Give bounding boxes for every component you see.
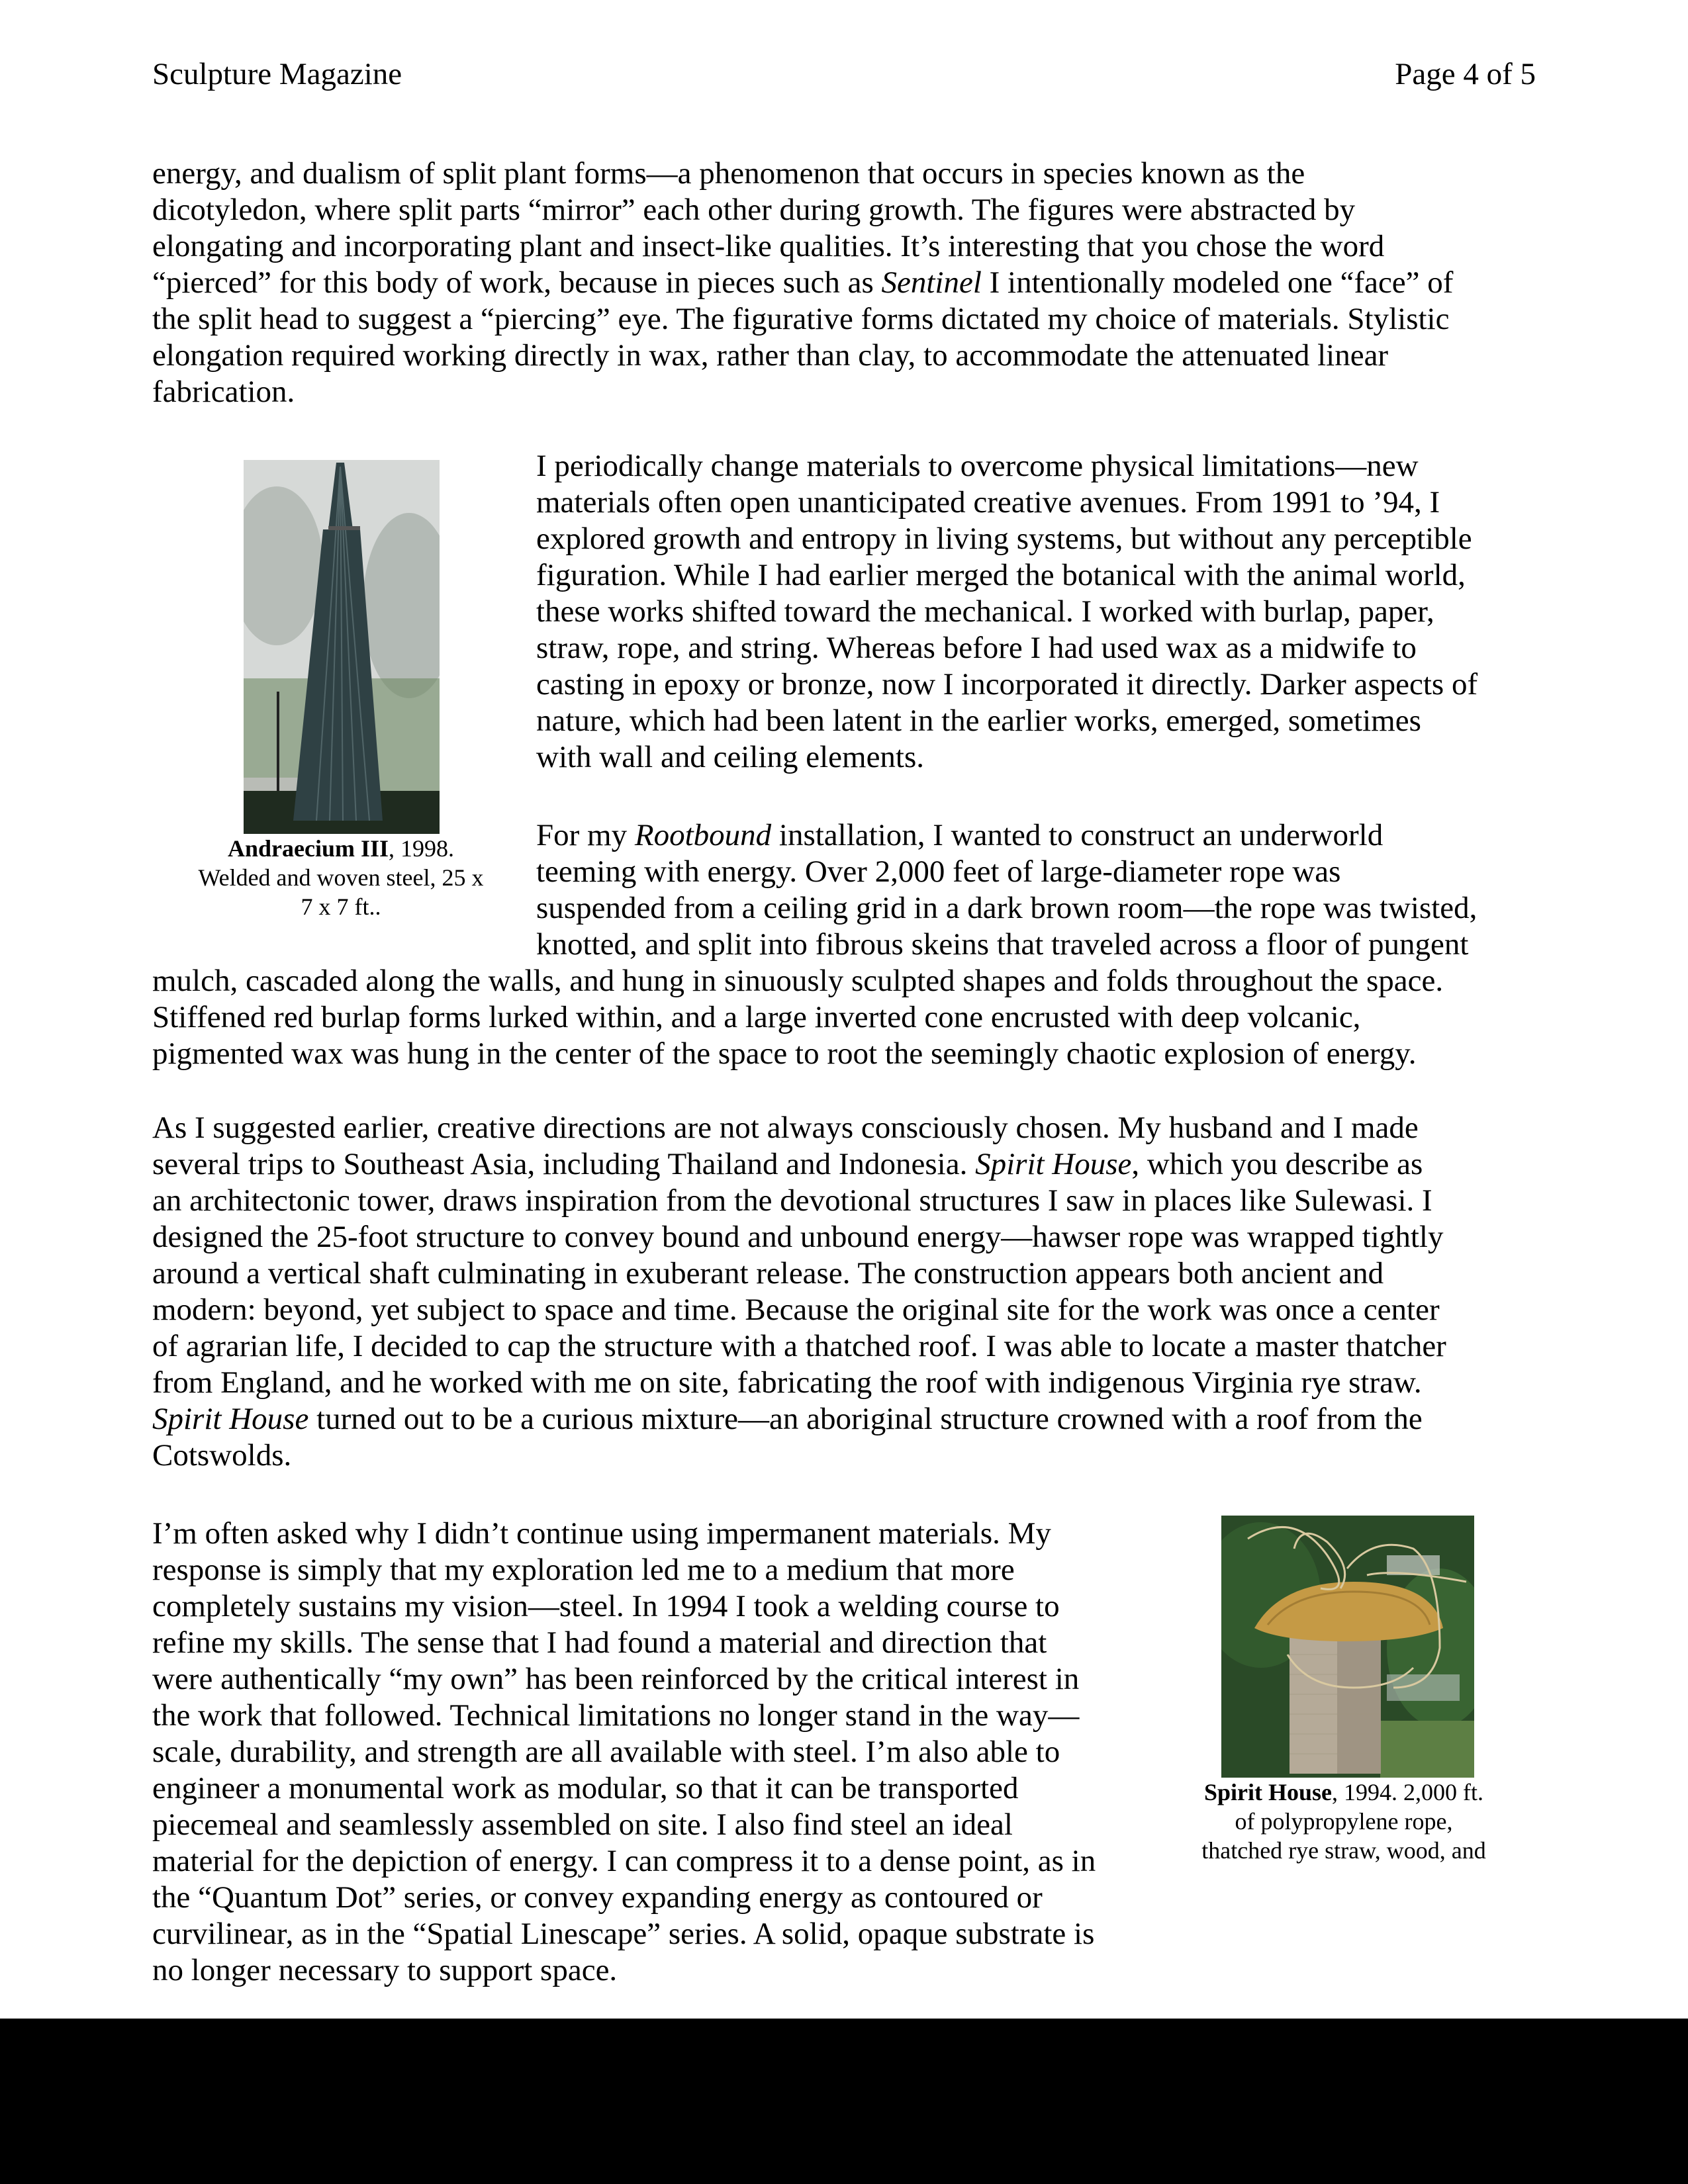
text-line: modern: beyond, yet subject to space and time. Because the original site for the work was once a center — [152, 1293, 1440, 1327]
andraecium-caption-year: , 1998. — [389, 835, 455, 862]
figure-andraecium — [165, 460, 516, 921]
andraecium-caption-dimensions: 7 x 7 ft.. — [301, 893, 381, 920]
text-line: Cotswolds. — [152, 1438, 292, 1473]
text-line: with wall and ceiling elements. — [536, 740, 925, 774]
paragraph-rootbound-full — [152, 963, 1542, 1072]
text-line: As I suggested earlier, creative directions are not always consciously chosen. My husband and I made — [152, 1111, 1419, 1145]
text-line: elongation required working directly in wax, rather than clay, to accommodate the attenuated linear — [152, 338, 1389, 373]
text-segment: “pierced” for this body of work, because in pieces such as — [152, 265, 882, 300]
text-line: of agrarian life, I decided to cap the structure with a thatched roof. I was able to locate a master thatcher — [152, 1329, 1446, 1363]
andraecium-caption-title: Andraecium III — [227, 835, 389, 862]
text-line: Stiffened red burlap forms lurked within, and a large inverted cone encrusted with deep volcanic, — [152, 1000, 1361, 1034]
text-line: completely sustains my vision—steel. In 1994 I took a welding course to — [152, 1589, 1060, 1623]
text-line: elongating and incorporating plant and insect-like qualities. It’s interesting that you chose the word — [152, 229, 1385, 263]
figure-spirit-house — [1165, 1516, 1523, 1865]
artwork-title: Spirit House — [975, 1147, 1132, 1181]
running-header-publication: Sculpture Magazine — [152, 57, 402, 91]
text-line: explored growth and entropy in living systems, but without any perceptible — [536, 522, 1472, 556]
paragraph-rootbound-wrapped — [536, 817, 1542, 963]
text-line: refine my skills. The sense that I had found a material and direction that — [152, 1625, 1047, 1660]
andraecium-photo — [244, 460, 440, 834]
text-line: no longer necessary to support space. — [152, 1953, 618, 1987]
text-segment: turned out to be a curious mixture—an aboriginal structure crowned with a roof from the — [308, 1402, 1423, 1436]
text-segment: For my — [536, 818, 635, 852]
text-line: suspended from a ceiling grid in a dark brown room—the rope was twisted, — [536, 891, 1477, 925]
text-line: the work that followed. Technical limitations no longer stand in the way— — [152, 1698, 1080, 1733]
text-line: materials often open unanticipated creative avenues. From 1991 to ’94, I — [536, 485, 1440, 520]
text-line: knotted, and split into fibrous skeins that traveled across a floor of pungent — [536, 927, 1469, 962]
text-segment: installation, I wanted to construct an underworld — [771, 818, 1383, 852]
text-line: I’m often asked why I didn’t continue using impermanent materials. My — [152, 1516, 1051, 1551]
text-line: straw, rope, and string. Whereas before I had used wax as a midwife to — [536, 631, 1417, 665]
running-header-page-number: Page 4 of 5 — [1395, 57, 1536, 91]
paragraph-dicotyledon — [152, 156, 1542, 410]
artwork-title: Rootbound — [634, 818, 772, 852]
text-line: scale, durability, and strength are all available with steel. I’m also able to — [152, 1735, 1060, 1769]
andraecium-sculpture-graphic — [244, 460, 440, 834]
text-line: the “Quantum Dot” series, or convey expanding energy as contoured or — [152, 1880, 1043, 1915]
paragraph-steel — [152, 1516, 1165, 1989]
text-line — [152, 1401, 1542, 1437]
text-segment: I intentionally modeled one “face” of — [981, 265, 1454, 300]
text-line — [152, 1146, 1542, 1183]
text-line: piecemeal and seamlessly assembled on site. I also find steel an ideal — [152, 1807, 1013, 1842]
artwork-title: Sentinel — [881, 265, 982, 300]
text-line: pigmented wax was hung in the center of the space to root the seemingly chaotic explosion of energy. — [152, 1036, 1417, 1071]
text-segment: , which you describe as — [1131, 1147, 1423, 1181]
text-line: around a vertical shaft culminating in exuberant release. The construction appears both ancient and — [152, 1256, 1384, 1291]
text-line: the split head to suggest a “piercing” eye. The figurative forms dictated my choice of materials. Stylistic — [152, 302, 1450, 336]
text-line — [536, 817, 1542, 854]
text-line: engineer a monumental work as modular, so that it can be transported — [152, 1771, 1019, 1805]
text-line — [152, 265, 1542, 301]
below-page-background — [0, 2019, 1688, 2184]
text-line: fabrication. — [152, 375, 295, 409]
text-line: teeming with energy. Over 2,000 feet of large-diameter rope was — [536, 854, 1341, 889]
text-line: from England, and he worked with me on site, fabricating the roof with indigenous Virginia rye straw. — [152, 1365, 1422, 1400]
text-line: material for the depiction of energy. I can compress it to a dense point, as in — [152, 1844, 1096, 1878]
spirit-house-caption-material-2: thatched rye straw, wood, and — [1201, 1837, 1486, 1864]
andraecium-caption-materials: Welded and woven steel, 25 x — [198, 864, 484, 891]
text-line: response is simply that my exploration led me to a medium that more — [152, 1553, 1015, 1587]
text-line: were authentically “my own” has been reinforced by the critical interest in — [152, 1662, 1080, 1696]
text-line: these works shifted toward the mechanical. I worked with burlap, paper, — [536, 594, 1434, 629]
text-segment: several trips to Southeast Asia, including Thailand and Indonesia. — [152, 1147, 976, 1181]
text-line: an architectonic tower, draws inspiration from the devotional structures I saw in places like Sulewasi. I — [152, 1183, 1432, 1218]
spirit-house-caption — [1165, 1778, 1523, 1865]
spirit-house-sculpture-graphic — [1221, 1516, 1474, 1778]
text-line: I periodically change materials to overcome physical limitations—new — [536, 449, 1419, 483]
text-line: energy, and dualism of split plant forms—a phenomenon that occurs in species known as the — [152, 156, 1305, 191]
text-line: figuration. While I had earlier merged the botanical with the animal world, — [536, 558, 1466, 592]
text-line: designed the 25-foot structure to convey bound and unbound energy—hawser rope was wrapped tightly — [152, 1220, 1444, 1254]
spirit-house-caption-year: , 1994. 2,000 ft. — [1332, 1779, 1484, 1805]
text-line: casting in epoxy or bronze, now I incorporated it directly. Darker aspects of — [536, 667, 1478, 702]
spirit-house-caption-title: Spirit House — [1203, 1779, 1333, 1805]
text-line: curvilinear, as in the “Spatial Linescape” series. A solid, opaque substrate is — [152, 1917, 1095, 1951]
spirit-house-caption-material-1: of polypropylene rope, — [1235, 1808, 1453, 1835]
andraecium-caption — [165, 834, 516, 921]
spirit-house-photo — [1221, 1516, 1474, 1778]
paragraph-spirit-house — [152, 1110, 1542, 1474]
paragraph-materials — [536, 448, 1542, 776]
text-line: dicotyledon, where split parts “mirror” each other during growth. The figures were abstracted by — [152, 193, 1356, 227]
text-line: nature, which had been latent in the earlier works, emerged, sometimes — [536, 704, 1421, 738]
text-line: mulch, cascaded along the walls, and hung in sinuously sculpted shapes and folds throughout the space. — [152, 964, 1444, 998]
artwork-title: Spirit House — [152, 1402, 309, 1436]
